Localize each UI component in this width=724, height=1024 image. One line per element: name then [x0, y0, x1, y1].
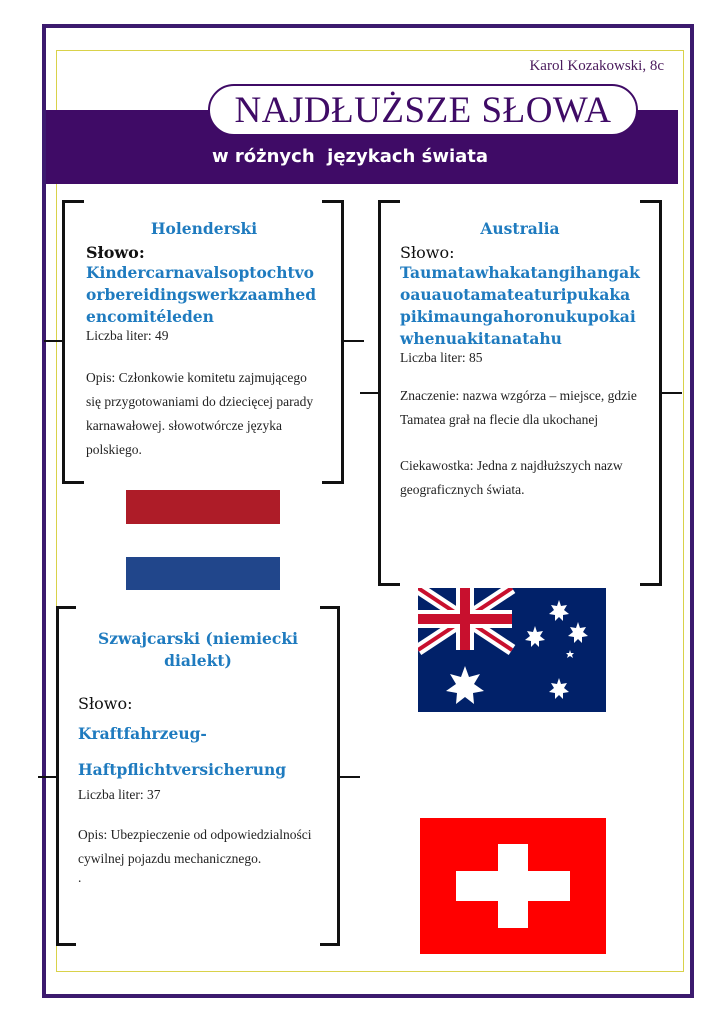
- title-banner: [208, 84, 638, 136]
- australia-meaning: Znaczenie: nazwa wzgórza – miejsce, gdzie Tamatea grał na flecie dla ukochanej: [400, 388, 637, 427]
- author-line: Karol Kozakowski, 8c: [529, 58, 664, 74]
- australia-bracket-right: [640, 200, 662, 586]
- netherlands-flag-icon: [126, 490, 280, 590]
- swiss-word-line1: Kraftfahrzeug-: [78, 724, 207, 743]
- union-jack: [418, 588, 512, 650]
- dutch-tick-right: [344, 340, 364, 342]
- nl-flag-red-stripe: [126, 490, 280, 524]
- dutch-description: Opis: Członkowie komitetu zajmującego się przygotowaniami do dziecięcej parady karnawałowej. słowotwórcze języka polskiego.: [86, 370, 314, 457]
- australia-flag-icon: [418, 588, 606, 712]
- swiss-word-label: Słowo:: [78, 694, 133, 713]
- nl-flag-blue-stripe: [126, 557, 280, 590]
- swiss-cross-horizontal: [456, 871, 570, 901]
- dutch-heading: Holenderski: [150, 219, 258, 238]
- dutch-bracket-right: [322, 200, 344, 484]
- swiss-tick-left: [38, 776, 56, 778]
- dutch-bracket-left: [62, 200, 84, 484]
- nl-flag-white-stripe: [126, 524, 280, 557]
- australia-tick-right: [662, 392, 682, 394]
- swiss-bracket-right: [320, 606, 340, 946]
- page-subtitle: w różnych językach świata: [212, 146, 489, 167]
- australia-card: [400, 218, 640, 502]
- dutch-card: [86, 218, 322, 462]
- switzerland-flag-icon: [420, 818, 606, 954]
- swiss-card: [78, 628, 318, 885]
- australia-letter-count: Liczba liter: 85: [400, 350, 483, 365]
- swiss-description: Opis: Ubezpieczenie od odpowiedzialności cywilnej pojazdu mechanicznego.: [78, 827, 312, 866]
- swiss-heading: Szwajcarski (niemiecki dialekt): [98, 629, 298, 670]
- dutch-word: Kindercarnavalsoptochtvoorbereidingswerkzaamhedencomitéleden: [86, 263, 317, 326]
- page-title: NAJDŁUŻSZE SŁOWA: [234, 89, 612, 131]
- swiss-tick-right: [340, 776, 360, 778]
- australia-word: Taumatawhakatangihangakoauauotamateaturipukakapikimaungahoronukupokaiwhenuakitanatahu: [400, 263, 640, 348]
- dutch-tick-left: [44, 340, 62, 342]
- australia-tick-left: [360, 392, 378, 394]
- swiss-word-line2: Haftpflichtversicherung: [78, 760, 287, 779]
- dutch-word-label: Słowo:: [86, 243, 145, 262]
- dutch-letter-count: Liczba liter: 49: [86, 328, 169, 343]
- swiss-letter-count: Liczba liter: 37: [78, 787, 161, 802]
- swiss-trailing-dot: .: [78, 870, 82, 885]
- australia-heading: Australia: [480, 219, 560, 238]
- australia-bracket-left: [378, 200, 400, 586]
- australia-fact: Ciekawostka: Jedna z najdłuższych nazw geograficznych świata.: [400, 458, 623, 497]
- australia-word-label: Słowo:: [400, 243, 455, 262]
- swiss-bracket-left: [56, 606, 76, 946]
